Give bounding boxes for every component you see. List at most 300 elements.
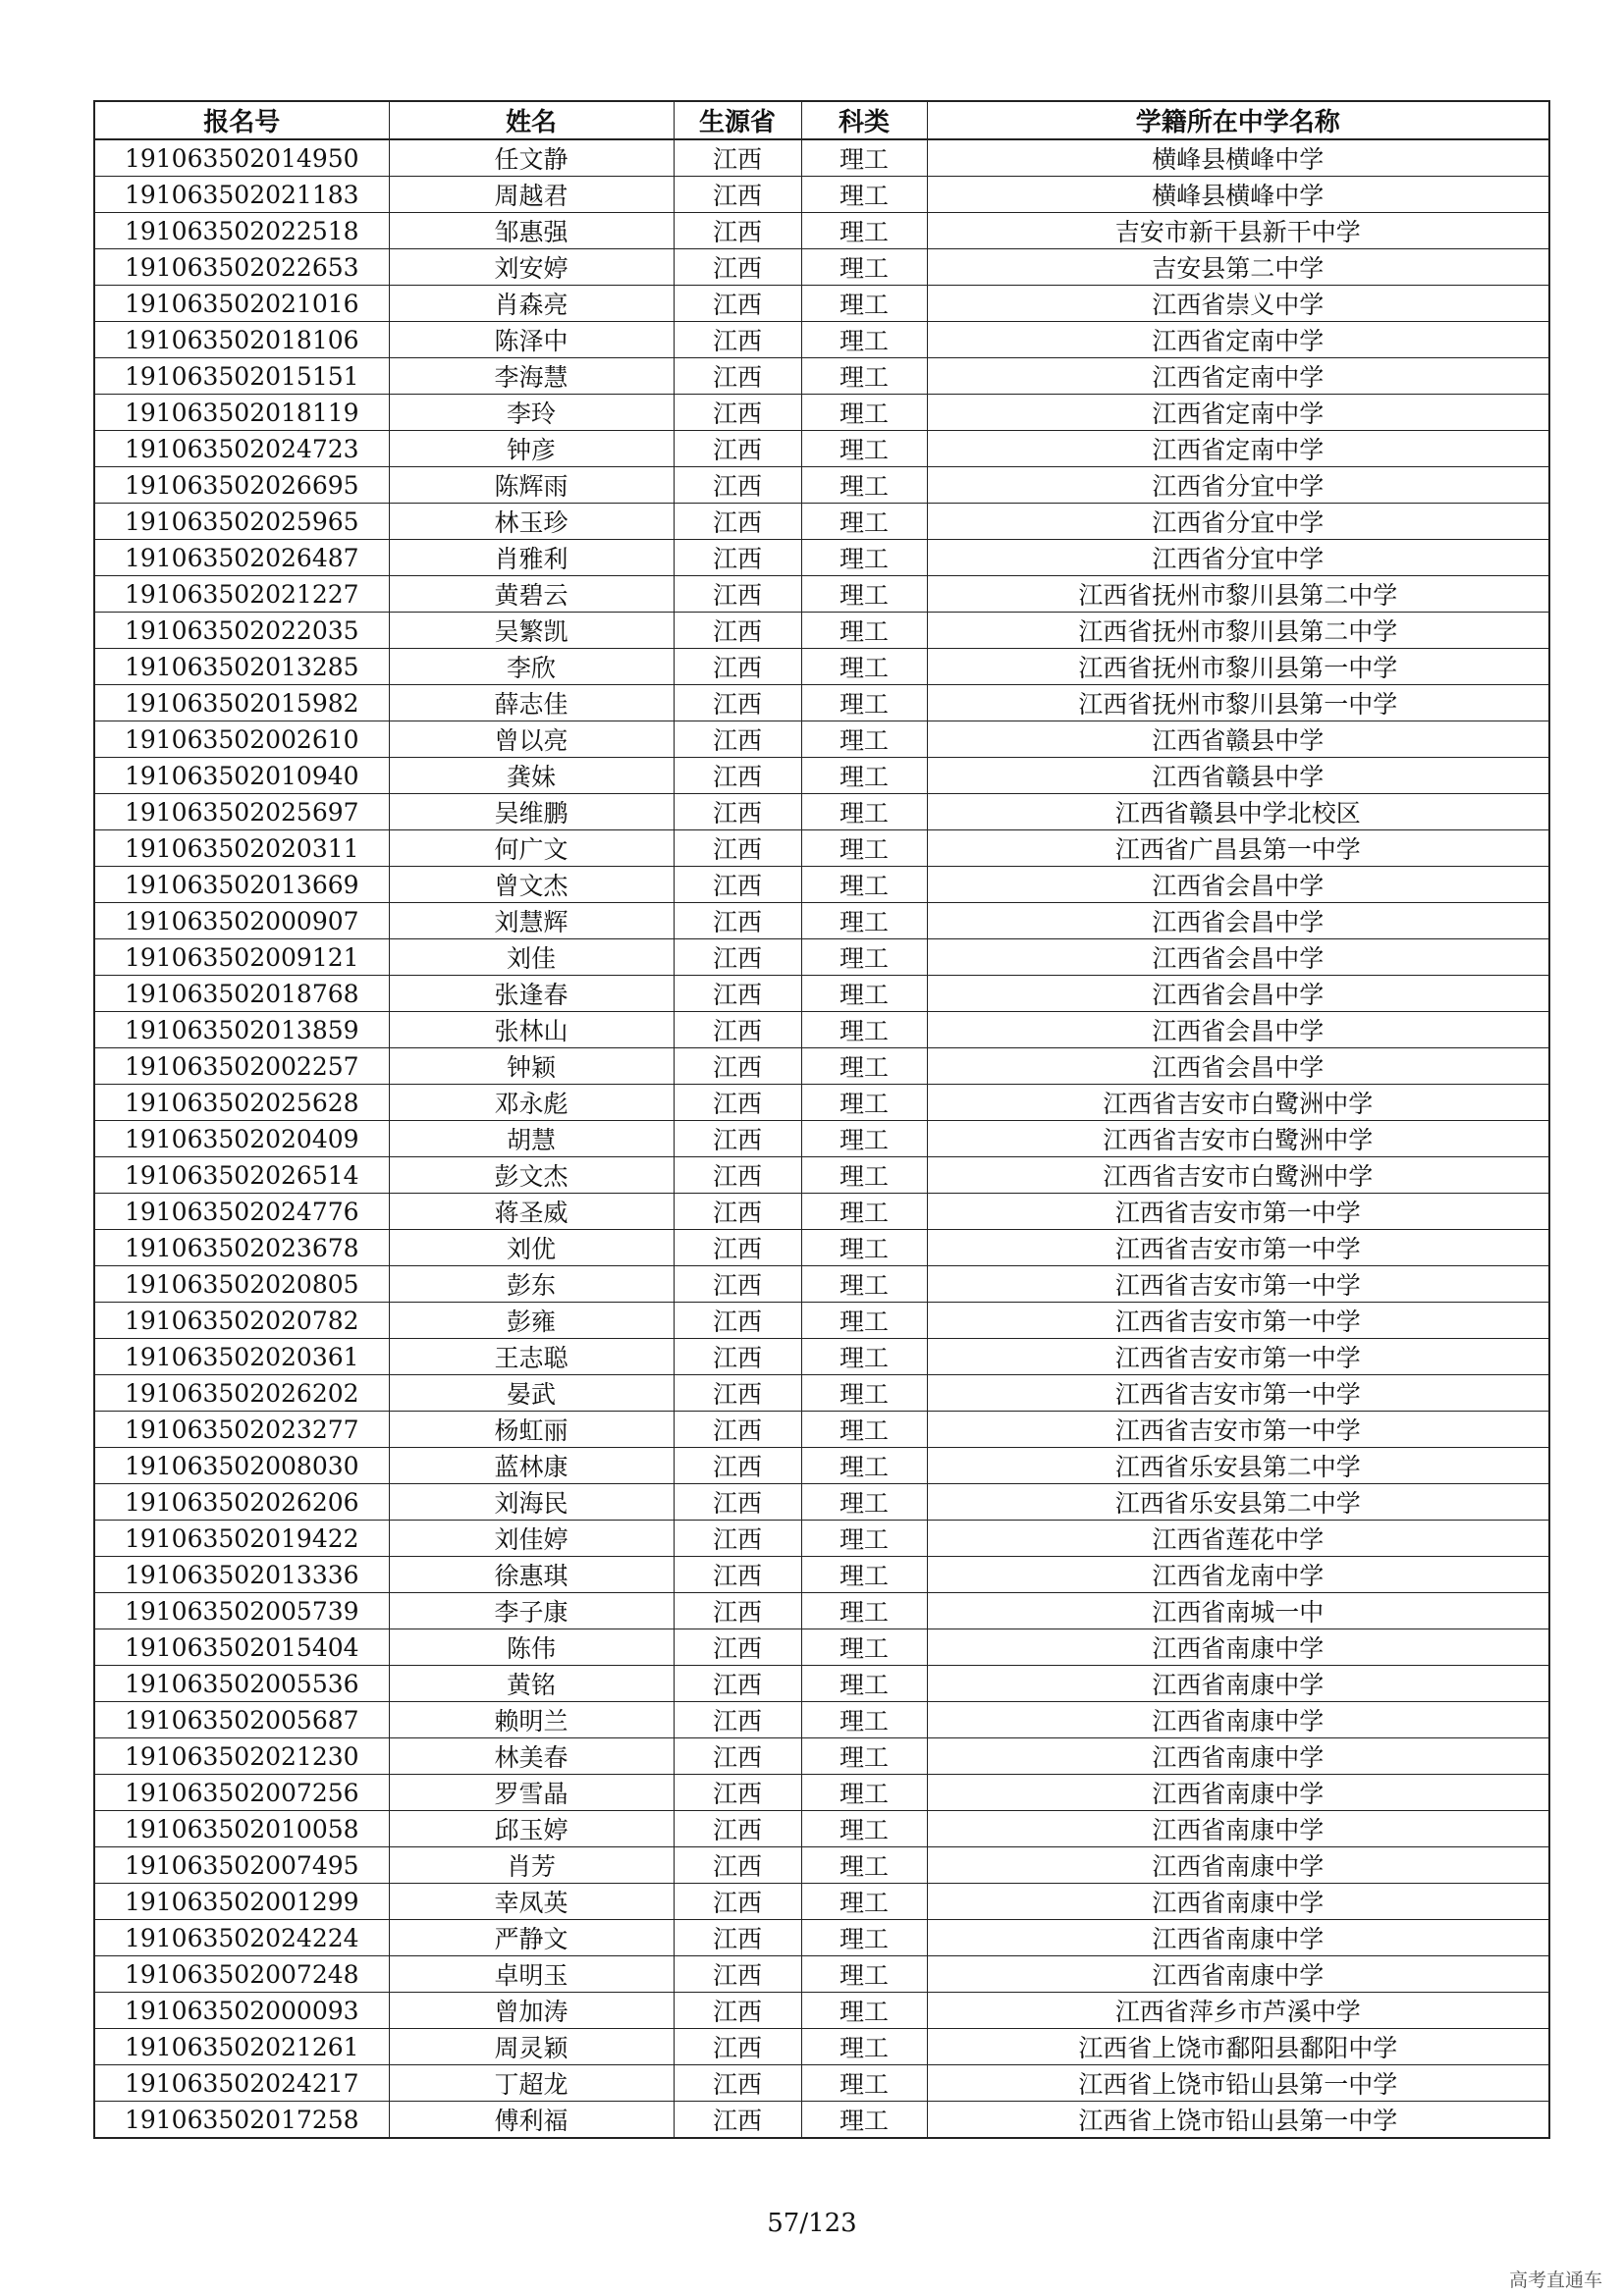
cell-registration-number: 191063502026487	[94, 540, 389, 576]
table-row	[94, 1702, 1549, 1738]
cell-registration-number: 191063502015404	[94, 1629, 389, 1666]
cell-school: 江西省崇义中学	[927, 286, 1549, 322]
cell-school: 江西省分宜中学	[927, 540, 1549, 576]
cell-category: 理工	[801, 139, 927, 177]
cell-name: 何广文	[389, 830, 674, 867]
cell-registration-number: 191063502018106	[94, 322, 389, 358]
cell-school: 江西省抚州市黎川县第一中学	[927, 685, 1549, 721]
cell-name: 张林山	[389, 1012, 674, 1048]
cell-name: 林玉珍	[389, 504, 674, 540]
cell-name: 肖芳	[389, 1847, 674, 1884]
cell-province: 江西	[674, 649, 801, 685]
cell-province: 江西	[674, 758, 801, 794]
table-row	[94, 613, 1549, 649]
cell-category: 理工	[801, 613, 927, 649]
cell-category: 理工	[801, 1121, 927, 1157]
cell-registration-number: 191063502000093	[94, 1993, 389, 2029]
cell-category: 理工	[801, 1085, 927, 1121]
cell-school: 江西省抚州市黎川县第二中学	[927, 576, 1549, 613]
cell-registration-number: 191063502020361	[94, 1339, 389, 1375]
table-row	[94, 1194, 1549, 1230]
table-row	[94, 1775, 1549, 1811]
cell-category: 理工	[801, 830, 927, 867]
cell-registration-number: 191063502002257	[94, 1048, 389, 1085]
table-row	[94, 1847, 1549, 1884]
cell-school: 江西省上饶市鄱阳县鄱阳中学	[927, 2029, 1549, 2065]
cell-category: 理工	[801, 2029, 927, 2065]
watermark: 高考直通车	[1508, 2269, 1602, 2291]
cell-province: 江西	[674, 613, 801, 649]
table-row	[94, 1956, 1549, 1993]
cell-school: 江西省南康中学	[927, 1884, 1549, 1920]
cell-registration-number: 191063502023277	[94, 1412, 389, 1448]
table-row	[94, 976, 1549, 1012]
cell-registration-number: 191063502010940	[94, 758, 389, 794]
cell-province: 江西	[674, 1484, 801, 1521]
cell-school: 江西省会昌中学	[927, 903, 1549, 939]
cell-registration-number: 191063502017258	[94, 2102, 389, 2139]
cell-name: 陈辉雨	[389, 467, 674, 504]
table-row	[94, 1085, 1549, 1121]
table-row	[94, 1412, 1549, 1448]
cell-category: 理工	[801, 2065, 927, 2102]
cell-school: 江西省会昌中学	[927, 867, 1549, 903]
cell-registration-number: 191063502025628	[94, 1085, 389, 1121]
cell-name: 严静文	[389, 1920, 674, 1956]
cell-name: 肖雅利	[389, 540, 674, 576]
table-row	[94, 2029, 1549, 2065]
cell-school: 江西省定南中学	[927, 395, 1549, 431]
cell-school: 江西省吉安市第一中学	[927, 1194, 1549, 1230]
table-row	[94, 504, 1549, 540]
cell-school: 江西省赣县中学	[927, 721, 1549, 758]
table-row	[94, 1339, 1549, 1375]
cell-category: 理工	[801, 1230, 927, 1266]
cell-category: 理工	[801, 1811, 927, 1847]
cell-school: 江西省南康中学	[927, 1629, 1549, 1666]
cell-school: 江西省南康中学	[927, 1738, 1549, 1775]
cell-category: 理工	[801, 1884, 927, 1920]
cell-category: 理工	[801, 1448, 927, 1484]
cell-name: 钟彦	[389, 431, 674, 467]
cell-name: 邹惠强	[389, 213, 674, 249]
cell-school: 江西省分宜中学	[927, 467, 1549, 504]
cell-name: 李海慧	[389, 358, 674, 395]
cell-province: 江西	[674, 1811, 801, 1847]
cell-category: 理工	[801, 467, 927, 504]
cell-registration-number: 191063502020311	[94, 830, 389, 867]
header-row	[94, 101, 1549, 139]
cell-name: 曾以亮	[389, 721, 674, 758]
cell-name: 赖明兰	[389, 1702, 674, 1738]
cell-category: 理工	[801, 939, 927, 976]
cell-school: 江西省乐安县第二中学	[927, 1448, 1549, 1484]
cell-name: 李欣	[389, 649, 674, 685]
cell-province: 江西	[674, 1521, 801, 1557]
cell-province: 江西	[674, 1884, 801, 1920]
table-row	[94, 213, 1549, 249]
cell-school: 江西省上饶市铅山县第一中学	[927, 2102, 1549, 2139]
cell-registration-number: 191063502020409	[94, 1121, 389, 1157]
cell-name: 王志聪	[389, 1339, 674, 1375]
table-row	[94, 1811, 1549, 1847]
table-row	[94, 395, 1549, 431]
cell-name: 周灵颖	[389, 2029, 674, 2065]
cell-school: 江西省南康中学	[927, 1666, 1549, 1702]
cell-school: 江西省抚州市黎川县第一中学	[927, 649, 1549, 685]
cell-category: 理工	[801, 395, 927, 431]
cell-registration-number: 191063502005739	[94, 1593, 389, 1629]
cell-name: 彭东	[389, 1266, 674, 1303]
cell-province: 江西	[674, 2102, 801, 2139]
cell-province: 江西	[674, 576, 801, 613]
cell-category: 理工	[801, 1012, 927, 1048]
cell-registration-number: 191063502021230	[94, 1738, 389, 1775]
cell-category: 理工	[801, 758, 927, 794]
table-row	[94, 2065, 1549, 2102]
table-row	[94, 939, 1549, 976]
cell-school: 江西省定南中学	[927, 358, 1549, 395]
cell-province: 江西	[674, 1993, 801, 2029]
table-row	[94, 1048, 1549, 1085]
cell-school: 吉安市新干县新干中学	[927, 213, 1549, 249]
cell-category: 理工	[801, 1738, 927, 1775]
cell-registration-number: 191063502021261	[94, 2029, 389, 2065]
table-row	[94, 1484, 1549, 1521]
cell-name: 黄碧云	[389, 576, 674, 613]
table-header	[94, 101, 1549, 139]
cell-registration-number: 191063502002610	[94, 721, 389, 758]
cell-registration-number: 191063502013285	[94, 649, 389, 685]
cell-province: 江西	[674, 1557, 801, 1593]
cell-province: 江西	[674, 139, 801, 177]
cell-province: 江西	[674, 213, 801, 249]
cell-school: 江西省吉安市第一中学	[927, 1266, 1549, 1303]
table-row	[94, 721, 1549, 758]
header-registration-number: 报名号	[94, 101, 389, 139]
cell-province: 江西	[674, 903, 801, 939]
table-row	[94, 794, 1549, 830]
cell-category: 理工	[801, 431, 927, 467]
cell-school: 吉安县第二中学	[927, 249, 1549, 286]
cell-name: 杨虹丽	[389, 1412, 674, 1448]
cell-category: 理工	[801, 286, 927, 322]
cell-name: 林美春	[389, 1738, 674, 1775]
cell-school: 江西省抚州市黎川县第二中学	[927, 613, 1549, 649]
cell-category: 理工	[801, 1484, 927, 1521]
cell-school: 江西省南康中学	[927, 1847, 1549, 1884]
cell-category: 理工	[801, 1629, 927, 1666]
table-row	[94, 358, 1549, 395]
cell-name: 刘海民	[389, 1484, 674, 1521]
cell-registration-number: 191063502026202	[94, 1375, 389, 1412]
cell-name: 蓝林康	[389, 1448, 674, 1484]
table-row	[94, 1557, 1549, 1593]
cell-category: 理工	[801, 322, 927, 358]
cell-province: 江西	[674, 1738, 801, 1775]
cell-name: 丁超龙	[389, 2065, 674, 2102]
cell-category: 理工	[801, 358, 927, 395]
cell-province: 江西	[674, 1593, 801, 1629]
table-row	[94, 1012, 1549, 1048]
cell-registration-number: 191063502015982	[94, 685, 389, 721]
cell-category: 理工	[801, 1521, 927, 1557]
cell-province: 江西	[674, 867, 801, 903]
table-row	[94, 830, 1549, 867]
cell-province: 江西	[674, 540, 801, 576]
cell-school: 江西省吉安市第一中学	[927, 1412, 1549, 1448]
table-row	[94, 903, 1549, 939]
cell-name: 李玲	[389, 395, 674, 431]
cell-registration-number: 191063502015151	[94, 358, 389, 395]
table-row	[94, 1230, 1549, 1266]
cell-registration-number: 191063502014950	[94, 139, 389, 177]
cell-school: 江西省吉安市白鹭洲中学	[927, 1121, 1549, 1157]
cell-name: 黄铭	[389, 1666, 674, 1702]
cell-province: 江西	[674, 1266, 801, 1303]
cell-name: 张逢春	[389, 976, 674, 1012]
cell-category: 理工	[801, 1339, 927, 1375]
cell-name: 钟颖	[389, 1048, 674, 1085]
cell-name: 刘安婷	[389, 249, 674, 286]
cell-category: 理工	[801, 867, 927, 903]
cell-category: 理工	[801, 1048, 927, 1085]
table-row	[94, 1920, 1549, 1956]
cell-category: 理工	[801, 1266, 927, 1303]
cell-registration-number: 191063502026514	[94, 1157, 389, 1194]
cell-registration-number: 191063502021227	[94, 576, 389, 613]
cell-school: 江西省萍乡市芦溪中学	[927, 1993, 1549, 2029]
cell-province: 江西	[674, 1412, 801, 1448]
cell-name: 陈伟	[389, 1629, 674, 1666]
cell-province: 江西	[674, 395, 801, 431]
cell-category: 理工	[801, 1920, 927, 1956]
cell-category: 理工	[801, 1375, 927, 1412]
cell-registration-number: 191063502024776	[94, 1194, 389, 1230]
cell-registration-number: 191063502007256	[94, 1775, 389, 1811]
cell-name: 徐惠琪	[389, 1557, 674, 1593]
cell-name: 胡慧	[389, 1121, 674, 1157]
cell-province: 江西	[674, 1448, 801, 1484]
table-row	[94, 1629, 1549, 1666]
cell-registration-number: 191063502000907	[94, 903, 389, 939]
cell-province: 江西	[674, 286, 801, 322]
cell-registration-number: 191063502024723	[94, 431, 389, 467]
table-row	[94, 540, 1549, 576]
admission-table	[93, 100, 1550, 2139]
cell-name: 罗雪晶	[389, 1775, 674, 1811]
cell-school: 江西省会昌中学	[927, 1012, 1549, 1048]
cell-category: 理工	[801, 1412, 927, 1448]
cell-school: 江西省吉安市第一中学	[927, 1230, 1549, 1266]
cell-name: 彭雍	[389, 1303, 674, 1339]
header-province: 生源省	[674, 101, 801, 139]
table-row	[94, 431, 1549, 467]
cell-registration-number: 191063502023678	[94, 1230, 389, 1266]
cell-registration-number: 191063502005687	[94, 1702, 389, 1738]
cell-registration-number: 191063502025965	[94, 504, 389, 540]
cell-province: 江西	[674, 249, 801, 286]
cell-name: 邓永彪	[389, 1085, 674, 1121]
cell-province: 江西	[674, 1339, 801, 1375]
cell-province: 江西	[674, 1303, 801, 1339]
table-row	[94, 758, 1549, 794]
cell-province: 江西	[674, 939, 801, 976]
cell-registration-number: 191063502021016	[94, 286, 389, 322]
cell-school: 江西省南康中学	[927, 1956, 1549, 1993]
cell-name: 曾加涛	[389, 1993, 674, 2029]
cell-province: 江西	[674, 504, 801, 540]
cell-category: 理工	[801, 2102, 927, 2139]
cell-school: 江西省南城一中	[927, 1593, 1549, 1629]
table-row	[94, 1666, 1549, 1702]
cell-school: 横峰县横峰中学	[927, 139, 1549, 177]
cell-school: 江西省莲花中学	[927, 1521, 1549, 1557]
cell-province: 江西	[674, 2065, 801, 2102]
table-row	[94, 139, 1549, 177]
cell-registration-number: 191063502024224	[94, 1920, 389, 1956]
cell-province: 江西	[674, 358, 801, 395]
cell-school: 江西省上饶市铅山县第一中学	[927, 2065, 1549, 2102]
cell-category: 理工	[801, 1956, 927, 1993]
cell-name: 晏武	[389, 1375, 674, 1412]
cell-school: 江西省赣县中学	[927, 758, 1549, 794]
table-row	[94, 249, 1549, 286]
cell-registration-number: 191063502001299	[94, 1884, 389, 1920]
cell-province: 江西	[674, 1847, 801, 1884]
cell-registration-number: 191063502022653	[94, 249, 389, 286]
cell-registration-number: 191063502013336	[94, 1557, 389, 1593]
cell-name: 蒋圣威	[389, 1194, 674, 1230]
cell-registration-number: 191063502005536	[94, 1666, 389, 1702]
cell-name: 彭文杰	[389, 1157, 674, 1194]
cell-school: 江西省广昌县第一中学	[927, 830, 1549, 867]
cell-category: 理工	[801, 213, 927, 249]
cell-name: 卓明玉	[389, 1956, 674, 1993]
cell-category: 理工	[801, 1157, 927, 1194]
cell-registration-number: 191063502007495	[94, 1847, 389, 1884]
table-row	[94, 1303, 1549, 1339]
cell-registration-number: 191063502013669	[94, 867, 389, 903]
cell-registration-number: 191063502024217	[94, 2065, 389, 2102]
cell-category: 理工	[801, 1194, 927, 1230]
cell-category: 理工	[801, 504, 927, 540]
cell-registration-number: 191063502018119	[94, 395, 389, 431]
cell-category: 理工	[801, 794, 927, 830]
cell-province: 江西	[674, 431, 801, 467]
cell-province: 江西	[674, 1375, 801, 1412]
header-category: 科类	[801, 101, 927, 139]
cell-name: 任文静	[389, 139, 674, 177]
cell-province: 江西	[674, 177, 801, 213]
cell-name: 刘慧辉	[389, 903, 674, 939]
cell-school: 江西省赣县中学北校区	[927, 794, 1549, 830]
cell-school: 江西省分宜中学	[927, 504, 1549, 540]
cell-school: 江西省定南中学	[927, 431, 1549, 467]
cell-name: 吴繁凯	[389, 613, 674, 649]
cell-name: 薛志佳	[389, 685, 674, 721]
table-row	[94, 1521, 1549, 1557]
cell-category: 理工	[801, 976, 927, 1012]
table-row	[94, 1375, 1549, 1412]
cell-school: 横峰县横峰中学	[927, 177, 1549, 213]
cell-province: 江西	[674, 1920, 801, 1956]
table-row	[94, 177, 1549, 213]
cell-name: 刘优	[389, 1230, 674, 1266]
table-row	[94, 1121, 1549, 1157]
table-row	[94, 1266, 1549, 1303]
cell-category: 理工	[801, 1557, 927, 1593]
header-name: 姓名	[389, 101, 674, 139]
cell-province: 江西	[674, 794, 801, 830]
cell-school: 江西省吉安市白鹭洲中学	[927, 1085, 1549, 1121]
cell-registration-number: 191063502022518	[94, 213, 389, 249]
cell-category: 理工	[801, 649, 927, 685]
cell-name: 肖森亮	[389, 286, 674, 322]
cell-province: 江西	[674, 1230, 801, 1266]
cell-registration-number: 191063502008030	[94, 1448, 389, 1484]
cell-school: 江西省南康中学	[927, 1702, 1549, 1738]
cell-province: 江西	[674, 1157, 801, 1194]
cell-category: 理工	[801, 1775, 927, 1811]
cell-registration-number: 191063502026206	[94, 1484, 389, 1521]
table-row	[94, 1884, 1549, 1920]
cell-province: 江西	[674, 1048, 801, 1085]
cell-school: 江西省吉安市白鹭洲中学	[927, 1157, 1549, 1194]
cell-school: 江西省龙南中学	[927, 1557, 1549, 1593]
cell-category: 理工	[801, 177, 927, 213]
cell-category: 理工	[801, 1847, 927, 1884]
cell-province: 江西	[674, 685, 801, 721]
cell-province: 江西	[674, 1121, 801, 1157]
cell-province: 江西	[674, 721, 801, 758]
header-school: 学籍所在中学名称	[927, 101, 1549, 139]
cell-school: 江西省吉安市第一中学	[927, 1375, 1549, 1412]
cell-registration-number: 191063502013859	[94, 1012, 389, 1048]
cell-province: 江西	[674, 1085, 801, 1121]
cell-registration-number: 191063502007248	[94, 1956, 389, 1993]
cell-category: 理工	[801, 903, 927, 939]
cell-name: 幸凤英	[389, 1884, 674, 1920]
table-row	[94, 1157, 1549, 1194]
cell-province: 江西	[674, 1775, 801, 1811]
cell-province: 江西	[674, 1956, 801, 1993]
table-row	[94, 322, 1549, 358]
cell-school: 江西省会昌中学	[927, 939, 1549, 976]
cell-registration-number: 191063502026695	[94, 467, 389, 504]
cell-category: 理工	[801, 685, 927, 721]
cell-registration-number: 191063502025697	[94, 794, 389, 830]
cell-province: 江西	[674, 1012, 801, 1048]
cell-category: 理工	[801, 1666, 927, 1702]
cell-school: 江西省定南中学	[927, 322, 1549, 358]
cell-name: 曾文杰	[389, 867, 674, 903]
table-row	[94, 867, 1549, 903]
cell-province: 江西	[674, 1702, 801, 1738]
page-number: 57/123	[767, 2209, 857, 2238]
cell-school: 江西省吉安市第一中学	[927, 1303, 1549, 1339]
cell-name: 刘佳	[389, 939, 674, 976]
cell-category: 理工	[801, 1303, 927, 1339]
cell-registration-number: 191063502019422	[94, 1521, 389, 1557]
cell-province: 江西	[674, 1666, 801, 1702]
table-row	[94, 467, 1549, 504]
cell-category: 理工	[801, 1702, 927, 1738]
cell-registration-number: 191063502010058	[94, 1811, 389, 1847]
cell-name: 刘佳婷	[389, 1521, 674, 1557]
cell-province: 江西	[674, 467, 801, 504]
table-row	[94, 1448, 1549, 1484]
